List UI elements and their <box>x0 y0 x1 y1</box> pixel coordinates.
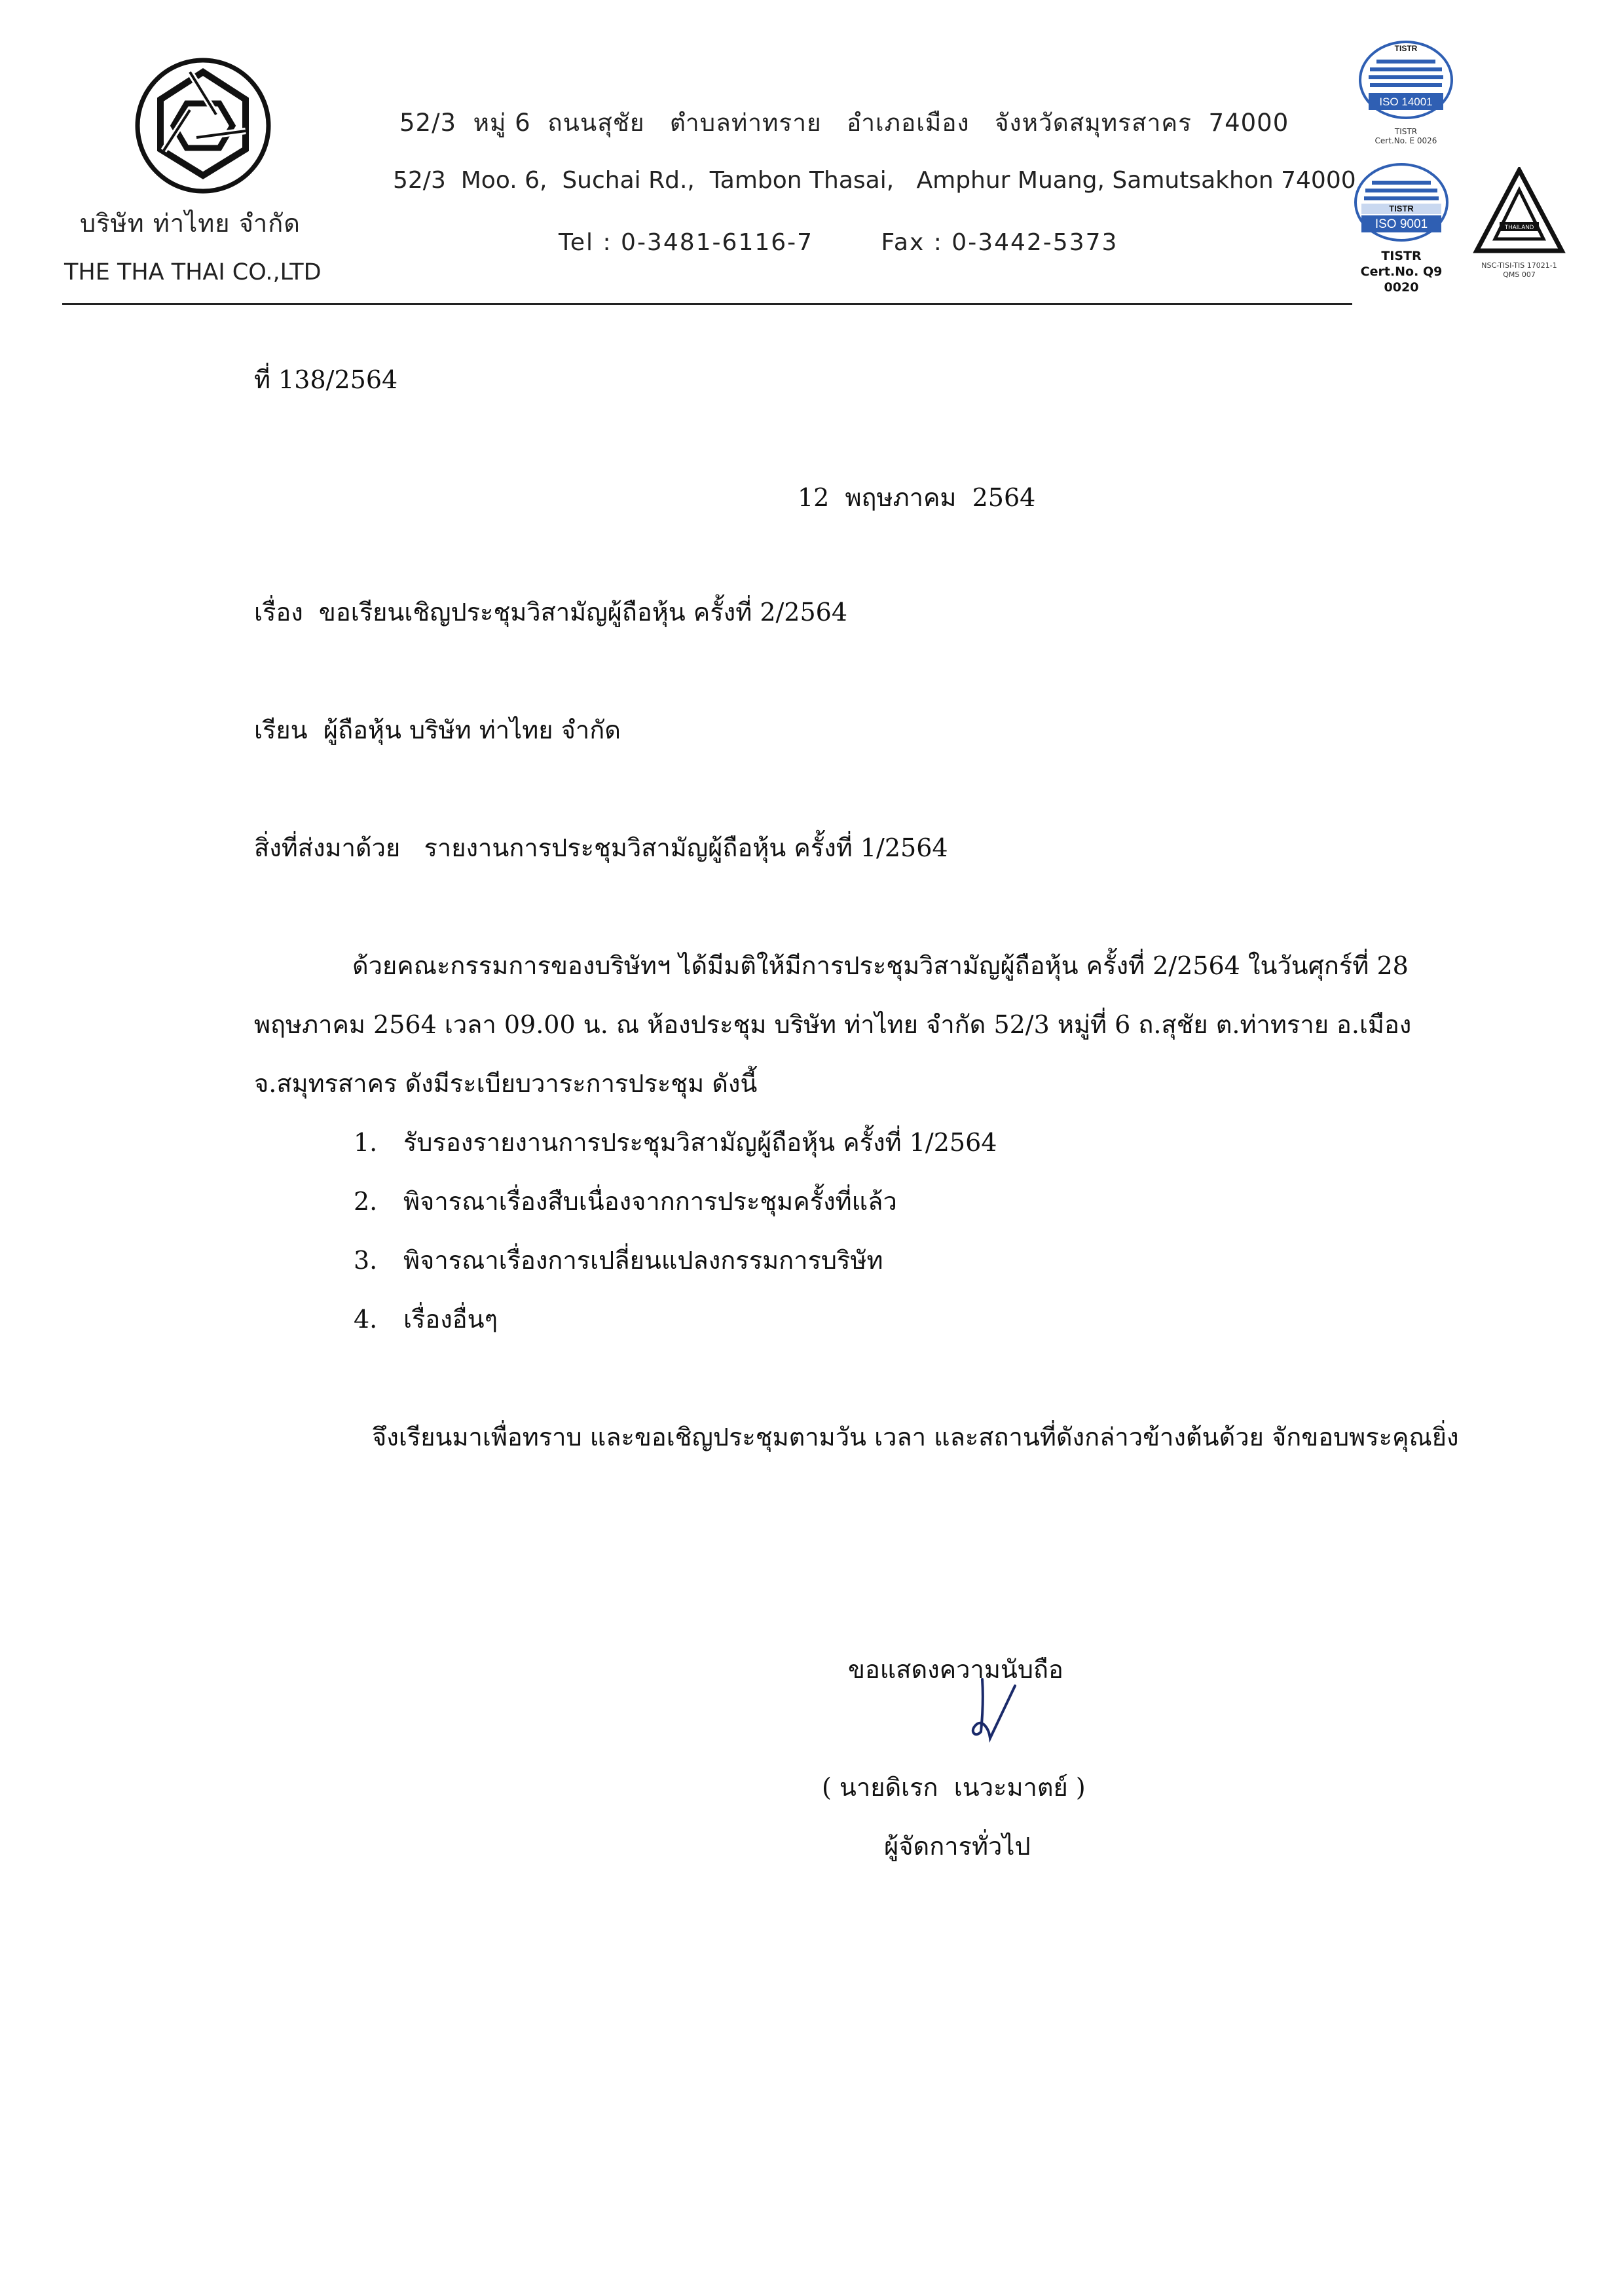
accreditation-badge <box>1467 167 1572 280</box>
header-divider <box>62 303 1352 305</box>
badge1-top: TISTR <box>1394 44 1418 53</box>
salutation: เรียน ผู้ถือหุ้น บริษัท ท่าไทย จำกัด <box>254 716 621 744</box>
tistr-globe-icon <box>1346 160 1457 246</box>
badge2-org: TISTR <box>1381 249 1422 263</box>
triangle-line2: QMS 007 <box>1503 270 1536 279</box>
closing-text: จึงเรียนมาเพื่อทราบ และขอเชิญประชุมตามวัน เวลา และสถานที่ดังกล่าวข้างต้นด้วย จักขอบพระคุณยิ่ง <box>372 1423 1459 1451</box>
company-name-english: THE THA THAI CO.,LTD <box>64 259 322 285</box>
agenda-number: 2. <box>354 1187 378 1216</box>
agenda-number: 4. <box>354 1305 378 1334</box>
list-item <box>354 1231 997 1290</box>
address-thai: 52/3 หมู่ 6 ถนนสุชัย ตำบลท่าทราย อำเภอเมือง จังหวัดสมุทรสาคร 74000 <box>399 109 1289 137</box>
enclosure-line: สิ่งที่ส่งมาด้วย รายงานการประชุมวิสามัญผู้ถือหุ้น ครั้งที่ 1/2564 <box>254 833 948 862</box>
badge2-cert: Cert.No. Q9 0020 <box>1360 264 1443 295</box>
iso-14001-badge <box>1350 39 1462 145</box>
closing-paragraph <box>254 1404 1498 1470</box>
handwritten-signature <box>943 1666 1061 1764</box>
company-logo <box>124 52 282 196</box>
agenda-number: 1. <box>354 1128 378 1157</box>
document-number: ที่ 138/2564 <box>254 365 398 394</box>
body-text: ด้วยคณะกรรมการของบริษัทฯ ได้มีมติให้มีการประชุมวิสามัญผู้ถือหุ้น ครั้งที่ 2/2564 ในวันศุกร์ที่ 28 พฤษภาคม 2564 เวลา 09.00 น. ณ ห้องประชุม บริษัท ท่าไทย จำกัด 52/3 หมู่ที่ 6 ถ.สุชัย ต.ท่าทราย อ.เมือง จ.สมุทรสาคร ดังมีระเบียบวาระการประชุม ดังนี้ <box>254 951 1412 1098</box>
agenda-text: เรื่องอื่นๆ <box>403 1305 498 1334</box>
body-paragraph <box>254 936 1498 1113</box>
address-english: 52/3 Moo. 6, Suchai Rd., Tambon Thasai, Amphur Muang, Samutsakhon 74000 <box>393 167 1356 194</box>
telephone: Tel : 0-3481-6116-7 <box>559 229 814 256</box>
triangle-icon <box>1470 167 1568 259</box>
tistr-globe-icon <box>1350 39 1462 124</box>
agenda-text: พิจารณาเรื่องการเปลี่ยนแปลงกรรมการบริษัท <box>403 1246 883 1275</box>
list-item <box>354 1290 997 1349</box>
triangle-label: THAILAND <box>1504 224 1534 230</box>
subject-line: เรื่อง ขอเรียนเชิญประชุมวิสามัญผู้ถือหุ้น ครั้งที่ 2/2564 <box>254 598 848 627</box>
agenda-text: พิจารณาเรื่องสืบเนื่องจากการประชุมครั้งที่แล้ว <box>403 1187 897 1216</box>
document-date: 12 พฤษภาคม 2564 <box>798 483 1036 512</box>
badge2-label: ISO 9001 <box>1375 217 1428 231</box>
list-item <box>354 1113 997 1172</box>
agenda-text: รับรองรายงานการประชุมวิสามัญผู้ถือหุ้น ครั้งที่ 1/2564 <box>403 1128 997 1157</box>
badge1-cert: Cert.No. E 0026 <box>1375 136 1437 145</box>
badge2-top: TISTR <box>1389 204 1414 213</box>
signer-title: ผู้จัดการทั่วไป <box>884 1832 1031 1861</box>
agenda-number: 3. <box>354 1246 378 1275</box>
agenda-list <box>354 1113 997 1349</box>
iso-9001-badge <box>1346 160 1457 295</box>
company-name-thai: บริษัท ท่าไทย จำกัด <box>80 209 301 238</box>
list-item <box>354 1172 997 1231</box>
regards-line: ขอแสดงความนับถือ <box>848 1655 1063 1684</box>
badge1-org: TISTR <box>1394 127 1418 136</box>
triangle-line1: NSC-TISI-TIS 17021-1 <box>1481 261 1557 270</box>
badge1-label: ISO 14001 <box>1379 96 1433 108</box>
signer-name: ( นายดิเรก เนวะมาตย์ ) <box>822 1773 1086 1802</box>
contact-line <box>559 229 1118 256</box>
fax-number: Fax : 0-3442-5373 <box>881 229 1118 256</box>
